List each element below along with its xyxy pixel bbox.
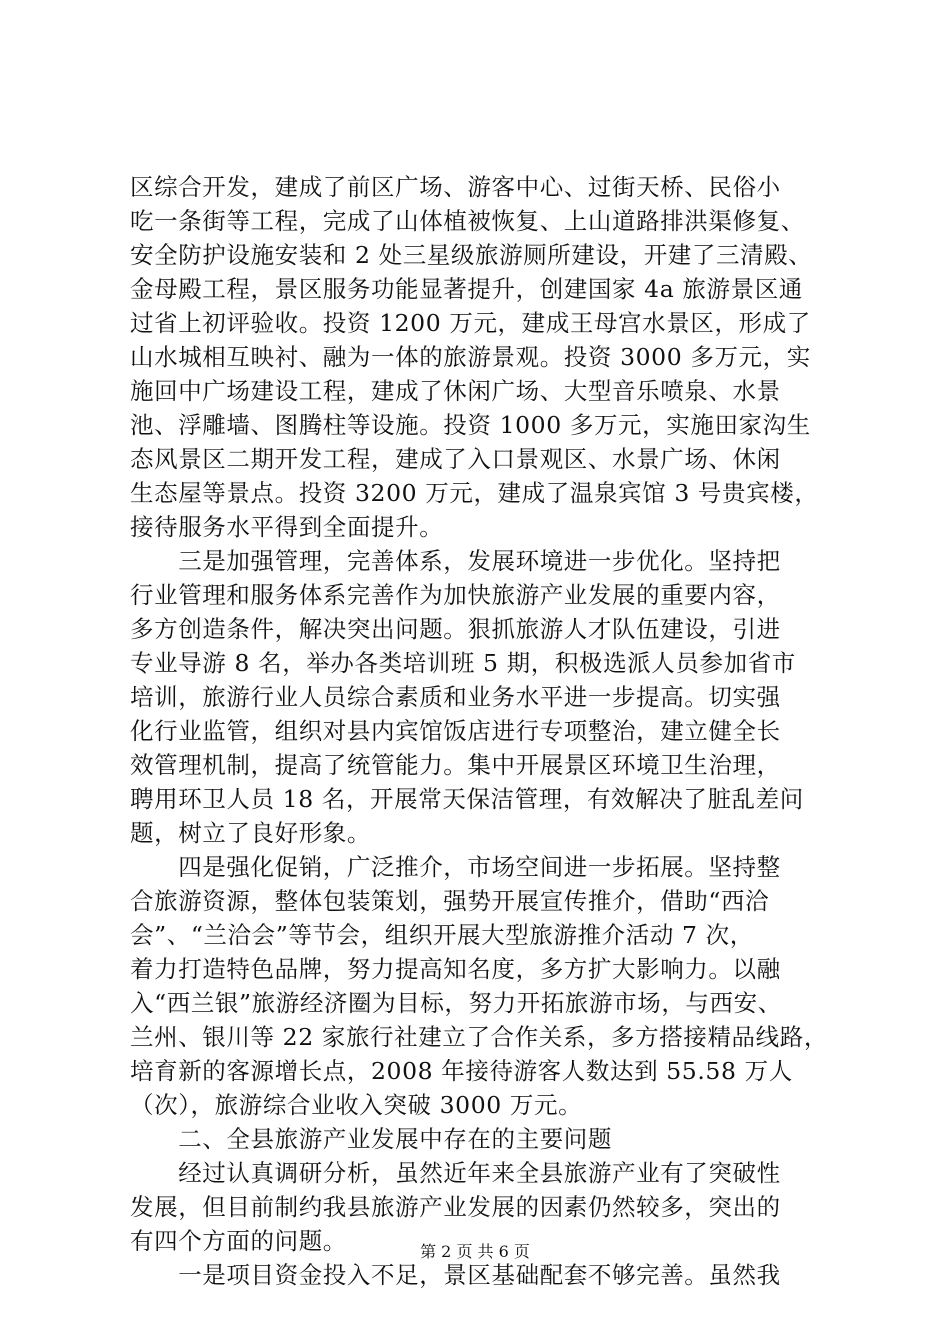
text-line: 生态屋等景点。投资 3200 万元，建成了温泉宾馆 3 号贵宾楼， [130,479,819,507]
text-line: 过省上初评验收。投资 1200 万元，建成王母宫水景区，形成了 [130,309,811,337]
section-heading: 二、全县旅游产业发展中存在的主要问题 [130,1125,612,1153]
text-line: 施回中广场建设工程，建成了休闲广场、大型音乐喷泉、水景 [130,377,781,405]
text-line: 化行业监管，组织对县内宾馆饭店进行专项整治，建立健全长 [130,717,781,745]
text-line: 培育新的客源增长点，2008 年接待游客人数达到 55.58 万人 [130,1057,793,1085]
text-line: 态风景区二期开发工程，建成了入口景观区、水景广场、休闲 [130,445,781,473]
text-line: 专业导游 8 名，举办各类培训班 5 期，积极选派人员参加省市 [130,649,796,677]
text-line: 多方创造条件，解决突出问题。狠抓旅游人才队伍建设，引进 [130,615,781,643]
text-line: 有四个方面的问题。 [130,1227,347,1255]
text-line: 山水城相互映衬、融为一体的旅游景观。投资 3000 多万元，实 [130,343,811,371]
text-line: （次），旅游综合业收入突破 3000 万元。 [130,1091,583,1119]
text-line: 入“西兰银”旅游经济圈为目标，努力开拓旅游市场，与西安、 [130,989,782,1017]
text-line: 聘用环卫人员 18 名，开展常天保洁管理，有效解决了脏乱差问 [130,785,804,813]
text-line: 兰州、银川等 22 家旅行社建立了合作关系，多方搭接精品线路， [130,1023,828,1051]
text-line: 着力打造特色品牌，努力提高知名度，多方扩大影响力。以融 [130,955,781,983]
text-line: 吃一条街等工程，完成了山体植被恢复、上山道路排洪渠修复、 [130,207,805,235]
text-line: 题，树立了良好形象。 [130,819,371,847]
text-line: 金母殿工程，景区服务功能显著提升，创建国家 4a 旅游景区通 [130,275,803,303]
text-line: 会”、“兰洽会”等节会，组织开展大型旅游推介活动 7 次， [130,921,754,949]
text-line: 安全防护设施安装和 2 处三星级旅游厕所建设，开建了三清殿、 [130,241,813,269]
text-line: 合旅游资源，整体包装策划，强势开展宣传推介，借助“西洽 [130,887,770,915]
text-line: 一是项目资金投入不足，景区基础配套不够完善。虽然我 [130,1261,781,1289]
body-text [130,170,830,1292]
text-line: 效管理机制，提高了统管能力。集中开展景区环境卫生治理， [130,751,781,779]
text-line: 行业管理和服务体系完善作为加快旅游产业发展的重要内容， [130,581,781,609]
text-line: 接待服务水平得到全面提升。 [130,513,444,541]
text-line: 池、浮雕墙、图腾柱等设施。投资 1000 多万元，实施田家沟生 [130,411,811,439]
text-line: 培训，旅游行业人员综合素质和业务水平进一步提高。切实强 [130,683,781,711]
text-line: 经过认真调研分析，虽然近年来全县旅游产业有了突破性 [130,1159,781,1187]
text-line: 四是强化促销，广泛推介，市场空间进一步拓展。坚持整 [130,853,781,881]
text-line: 发展，但目前制约我县旅游产业发展的因素仍然较多，突出的 [130,1193,781,1221]
text-line: 三是加强管理，完善体系，发展环境进一步优化。坚持把 [130,547,781,575]
page-number-footer: 第 2 页 共 6 页 [420,1242,530,1261]
text-line: 区综合开发，建成了前区广场、游客中心、过街天桥、民俗小 [130,173,781,201]
